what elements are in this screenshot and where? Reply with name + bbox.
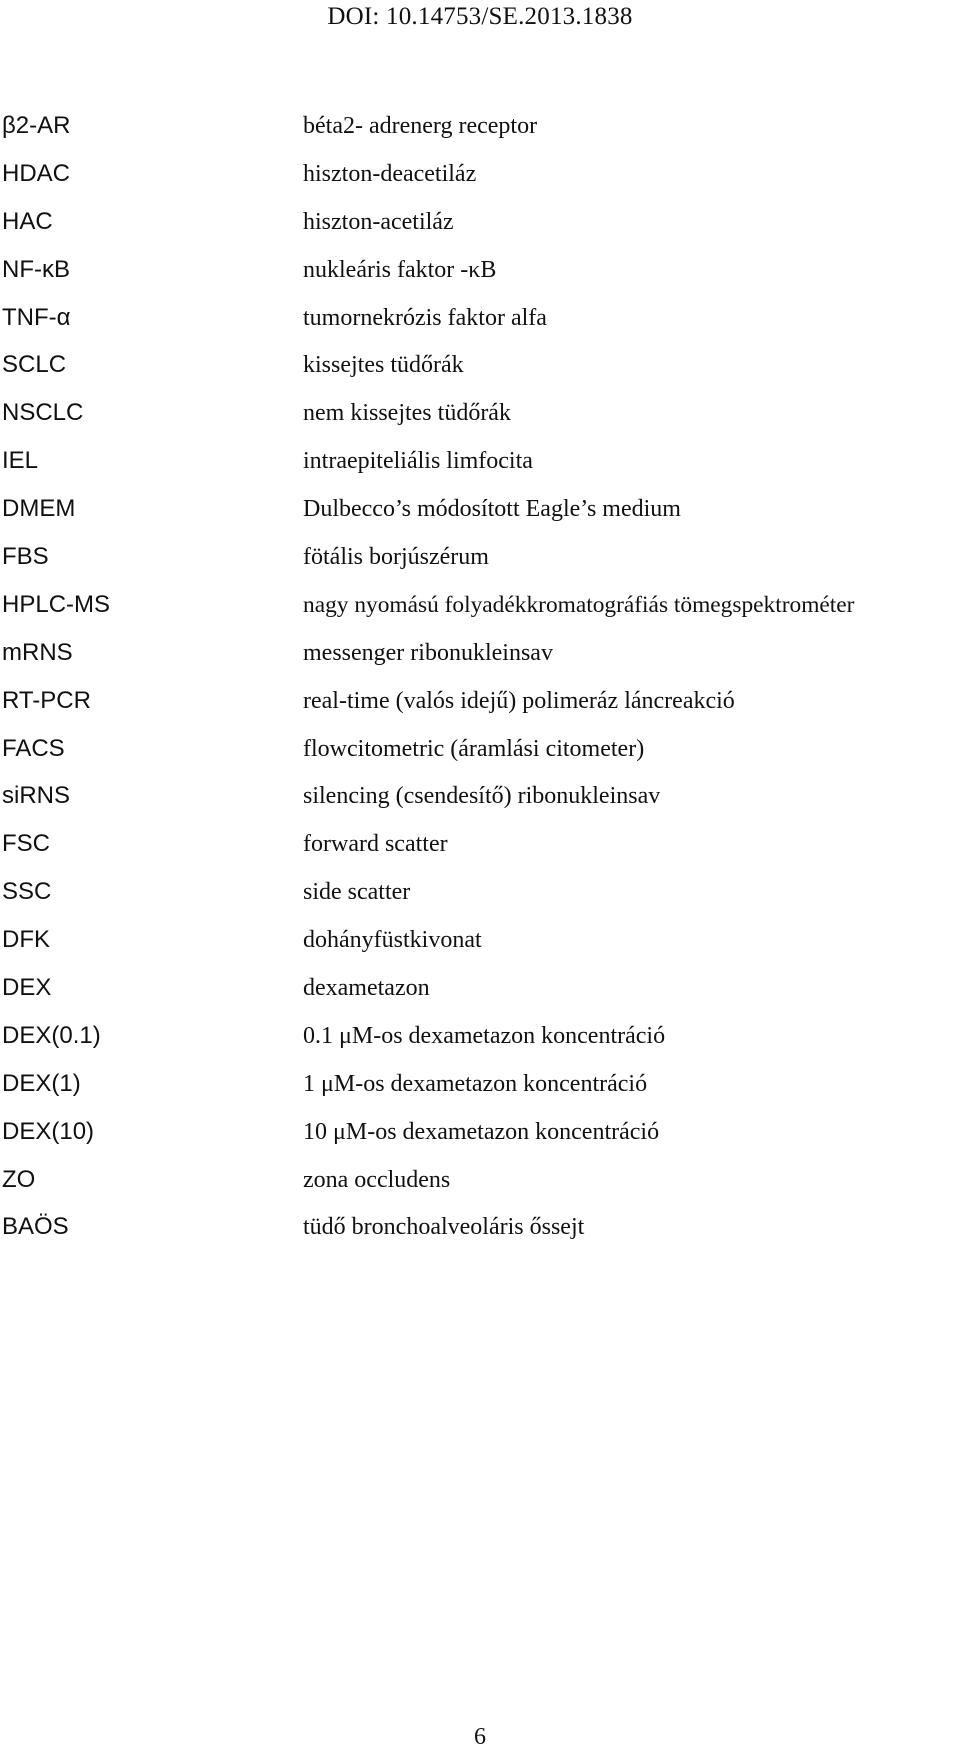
abbreviation-term: SCLC	[2, 351, 67, 379]
abbreviation-term: HAC	[2, 207, 53, 235]
abbreviation-definition: 0.1 μM-os dexametazon koncentráció	[303, 1022, 666, 1049]
abbreviation-term: IEL	[2, 447, 39, 475]
abbreviation-term: DEX(0.1)	[2, 1021, 101, 1049]
abbreviation-definition: messenger ribonukleinsav	[303, 639, 553, 666]
abbreviation-definition: silencing (csendesítő) ribonukleinsav	[303, 783, 661, 810]
abbreviation-term: FACS	[2, 734, 65, 762]
abbreviation-definition: 10 μM-os dexametazon koncentráció	[303, 1118, 660, 1145]
abbreviation-row	[0, 446, 960, 494]
abbreviation-row	[0, 398, 960, 446]
abbreviation-definition: hiszton-acetiláz	[303, 208, 454, 235]
abbreviation-term: SSC	[2, 878, 52, 906]
abbreviation-row	[0, 973, 960, 1021]
abbreviation-term: FSC	[2, 830, 50, 858]
abbreviation-term: FBS	[2, 543, 49, 571]
abbreviation-definition: real-time (valós idejű) polimeráz láncreakció	[303, 687, 735, 714]
abbreviation-definition: side scatter	[303, 879, 411, 906]
abbreviation-row	[0, 1069, 960, 1117]
abbreviation-term: siRNS	[2, 782, 71, 810]
abbreviation-definition: 1 μM-os dexametazon koncentráció	[303, 1070, 648, 1097]
abbreviation-row	[0, 781, 960, 829]
abbreviation-definition: tumornekrózis faktor alfa	[303, 304, 547, 331]
abbreviation-term: ZO	[2, 1165, 36, 1193]
abbreviation-row	[0, 734, 960, 782]
abbreviation-definition: tüdő bronchoalveoláris őssejt	[303, 1214, 585, 1241]
abbreviation-term: NF-κB	[2, 255, 70, 283]
abbreviation-term: HDAC	[2, 159, 71, 187]
abbreviation-row	[0, 255, 960, 303]
abbreviation-term: DEX(1)	[2, 1069, 81, 1097]
abbreviation-definition: zona occludens	[303, 1166, 451, 1193]
abbreviation-row	[0, 111, 960, 159]
abbreviation-definition: dohányfüstkivonat	[303, 927, 482, 954]
abbreviation-row	[0, 1021, 960, 1069]
abbreviation-row	[0, 829, 960, 877]
abbreviation-row	[0, 638, 960, 686]
abbreviation-term: RT-PCR	[2, 686, 91, 714]
abbreviation-term: TNF-α	[2, 303, 71, 331]
abbreviation-row	[0, 159, 960, 207]
abbreviation-row	[0, 350, 960, 398]
abbreviation-definition: nagy nyomású folyadékkromatográfiás tömegspektrométer	[303, 591, 855, 618]
abbreviation-term: DEX(10)	[2, 1117, 95, 1145]
abbreviation-term: mRNS	[2, 638, 73, 666]
abbreviation-term: DMEM	[2, 495, 76, 523]
abbreviation-definition: nukleáris faktor -κB	[303, 256, 497, 283]
page-number: 6	[474, 1724, 486, 1750]
abbreviation-definition: fötális borjúszérum	[303, 544, 489, 571]
abbreviation-row	[0, 542, 960, 590]
abbreviation-row	[0, 590, 960, 638]
abbreviation-term: NSCLC	[2, 399, 84, 427]
abbreviation-definition: flowcitometric (áramlási citometer)	[303, 735, 645, 762]
abbreviation-row	[0, 877, 960, 925]
abbreviation-term: β2-AR	[2, 112, 71, 139]
abbreviation-row	[0, 303, 960, 351]
abbreviation-row	[0, 1212, 960, 1260]
abbreviation-row	[0, 1117, 960, 1165]
abbreviation-row	[0, 686, 960, 734]
abbreviation-definition: hiszton-deacetiláz	[303, 160, 477, 187]
abbreviation-term: BAÖS	[2, 1213, 69, 1241]
abbreviation-definition: kissejtes tüdőrák	[303, 352, 464, 379]
abbreviation-definition: intraepiteliális limfocita	[303, 448, 533, 475]
abbreviation-row	[0, 207, 960, 255]
abbreviation-list	[0, 111, 960, 1260]
doi-header: DOI: 10.14753/SE.2013.1838	[327, 3, 633, 30]
abbreviation-term: DFK	[2, 926, 50, 954]
abbreviation-definition: Dulbecco’s módosított Eagle’s medium	[303, 496, 681, 523]
abbreviation-definition: béta2- adrenerg receptor	[303, 113, 538, 139]
abbreviation-term: DEX	[2, 974, 52, 1002]
abbreviation-definition: nem kissejtes tüdőrák	[303, 400, 511, 427]
abbreviation-term: HPLC-MS	[2, 590, 111, 618]
abbreviation-row	[0, 925, 960, 973]
abbreviation-definition: dexametazon	[303, 975, 430, 1002]
abbreviation-row	[0, 494, 960, 542]
abbreviation-definition: forward scatter	[303, 831, 448, 858]
abbreviation-row	[0, 1165, 960, 1213]
